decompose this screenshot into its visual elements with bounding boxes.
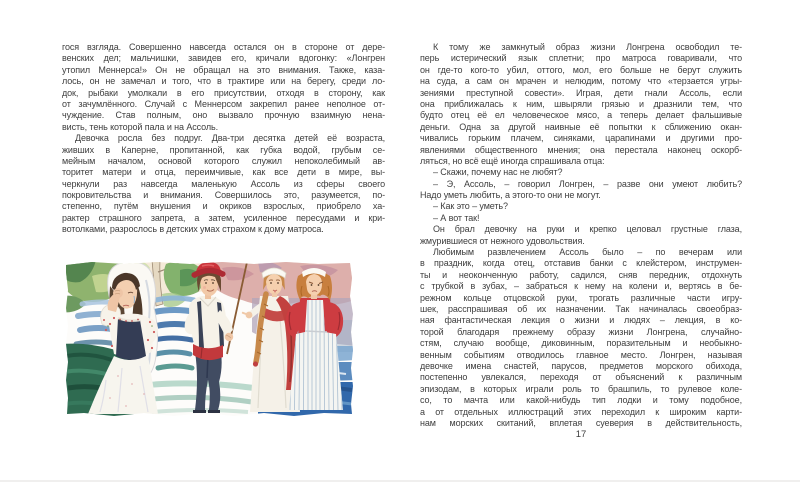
- text-line: явлениями общественного мнения; она перестала наконец оскорб-: [420, 144, 742, 155]
- text-line: живших в Каперне, пропитанной, как губка водой, грубым се-: [62, 144, 385, 155]
- text-line: с трубкой в зубах, – забраться к нему на колени и, вертясь в бе-: [420, 281, 742, 292]
- text-line: ляться, но всё ещё иногда спрашивала отца:: [420, 155, 605, 166]
- text-line: – Э, Ассоль, – говорил Лонгрен, – разве они умеют любить?: [433, 178, 742, 189]
- right-page-text: [420, 42, 742, 429]
- text-line: ная фантастическая лекция о жизни и людях – лекция, в ко-: [420, 315, 742, 326]
- page-number: 17: [575, 429, 587, 440]
- text-line: она приближалась к ним, швыряли грязью и дразнили тем, что: [420, 98, 742, 109]
- text-line: режном кольце отцовской руки, трогать различные части игру-: [420, 292, 742, 303]
- text-line: К тому же замкнутый образ жизни Лонгрена освободил те-: [433, 42, 742, 52]
- text-line: вотолками, разрослось в детских умах страхом к дому матроса.: [62, 224, 324, 235]
- illustration-watercolor-children: [62, 260, 355, 418]
- text-line: эпизодам, в которых играли роль то брашпиль, то рулевое коле-: [420, 383, 742, 394]
- text-line: венным событиям отводилось главное место. Лонгрен, называя: [420, 349, 742, 360]
- text-line: нам морских скитаний, вплетая суеверия в действительность,: [420, 417, 742, 428]
- text-line: от зачумлённого. Случай с Меннерсом закрепил ранее неполное от-: [62, 98, 385, 109]
- text-line: девочке имена снастей, парусов, предметов морского обихода,: [420, 360, 742, 371]
- left-page-text: [62, 42, 385, 236]
- braid-ribbon: [253, 361, 258, 366]
- text-line: со, то мачта или какой-нибудь тип лодки и тому подобное,: [420, 395, 742, 406]
- text-line: перь истерический язык сплетни; про матроса говаривали, что: [420, 53, 742, 64]
- text-line: жмурившиеся от нежного удовольствия.: [420, 235, 585, 246]
- text-line: Любимым развлечением Ассоль было – по вечерам или: [433, 247, 742, 258]
- text-line: черкнули раз навсегда маленькую Ассоль из сферы своего: [62, 178, 385, 189]
- text-line: на суда, а сам он мрачен и нелюдим, потому что «терзается угры-: [420, 76, 742, 87]
- text-line: стям, случаю вообще, диковинным, поразительным и необыкно-: [420, 338, 742, 349]
- text-line: Он брал девочку на руки и крепко целовал грустные глаза,: [433, 224, 742, 235]
- text-line: постепенно увлекался, переходя от объяснений к различным: [420, 372, 742, 383]
- text-line: торитет матери и отца, переимчивые, как все дети в мире, вы-: [62, 167, 385, 178]
- text-line: док, рыбаки умолкали в его присутствии, отходя в сторону, как: [62, 87, 385, 98]
- text-line: гося взгляда. Совершенно навсегда остался он в стороне от дере-: [62, 42, 385, 52]
- text-line: мейным началом, основой которого служил непоколебимый ав-: [62, 155, 385, 166]
- text-line: чивались горьким плачем, синяками, царапинами и другими про-: [420, 133, 742, 144]
- text-line: покровительства и внимания. Совершилось это, разумеется, по-: [62, 190, 385, 201]
- text-line: а от отдельных иллюстраций этих переходил к широким карти-: [420, 406, 742, 417]
- text-line: Надо уметь любить, а этого-то они не могут.: [420, 190, 601, 201]
- text-line: – Скажи, почему нас не любят?: [433, 167, 563, 178]
- text-line: рактер страшного запрета, а затем, усиленное пересудами и кри-: [62, 212, 385, 223]
- text-line: ты и неоконченную работу, садился, сняв передник, отдохнуть: [420, 269, 742, 280]
- text-line: он где-то кого-то убил, оттого, мол, его больше не берут служить: [420, 64, 742, 75]
- text-line: Девочка росла без подруг. Два-три десятка детей её возраста,: [75, 133, 385, 144]
- text-line: будто отец её ел человеческое мясо, а теперь делает фальшивые: [420, 110, 742, 121]
- text-line: торой благодаря прежнему образу жизни Лонгрена, случайно-: [420, 326, 742, 337]
- text-line: шек, расспрашивая об их назначении. Так начиналась своеобраз-: [420, 303, 742, 314]
- text-line: утопил Меннерса!» Он не обращал на это внимания. Также, каза-: [62, 64, 385, 75]
- illustration-svg: [62, 260, 355, 418]
- text-line: зениями преступной совести». Играя, дети гнали Ассоль, если: [420, 87, 742, 98]
- text-line: чуждение. Став полным, оно вызвало прочную взаимную нена-: [62, 110, 385, 121]
- text-line: в праздник, когда отец, отставив банки с клейстером, инструмен-: [420, 258, 742, 269]
- text-line: – А вот так!: [433, 212, 480, 223]
- text-line: висть, тень которой пала и на Ассоль.: [62, 121, 219, 132]
- text-line: – Как это – уметь?: [433, 201, 508, 212]
- text-line: лось, он не замечал и того, что в трактире или на берегу, среди ло-: [62, 76, 385, 87]
- text-line: венских дел; мальчишки, завидев его, кричали вдогонку: «Лонгрен: [62, 53, 385, 64]
- text-line: степенно, путём внушения и окриков взрослых, приобрело ха-: [62, 201, 385, 212]
- text-line: деньги. Одна за другой наивные её попытки к сближению окан-: [420, 121, 742, 132]
